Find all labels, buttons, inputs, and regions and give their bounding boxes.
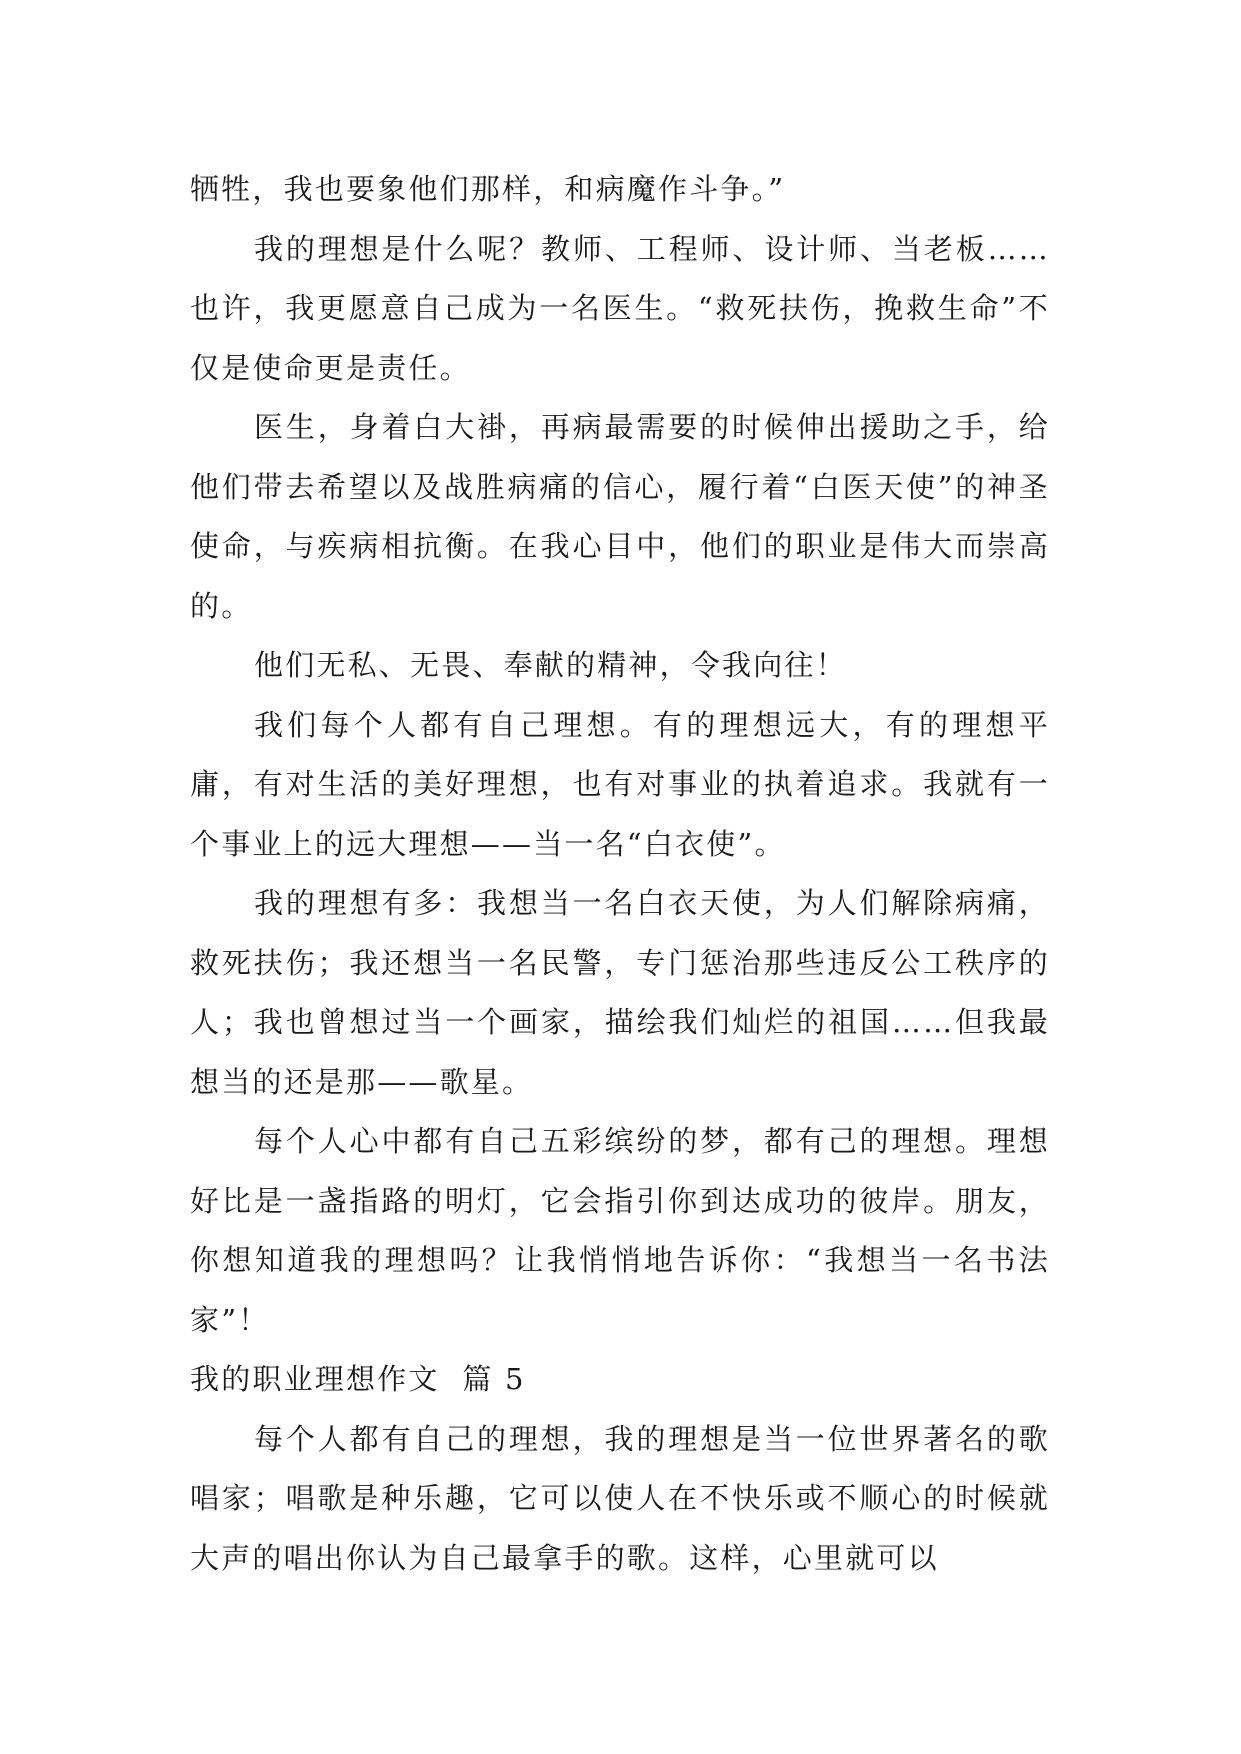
- paragraph: 我的理想是什么呢？教师、工程师、设计师、当老板……也许，我更愿意自己成为一名医生。“救死扶伤，挽救生命”不仅是使命更是责任。: [190, 231, 1050, 385]
- paragraph: 他们无私、无畏、奉献的精神，令我向往！: [254, 648, 847, 682]
- paragraph: 每个人心中都有自己五彩缤纷的梦，都有己的理想。理想好比是一盏指路的明灯，它会指引你到达成功的彼岸。朋友，你想知道我的理想吗？让我悄悄地告诉你：“我想当一名书法家”！: [190, 1124, 1050, 1337]
- document-page: [190, 160, 1050, 1588]
- paragraph: 牺牲，我也要象他们那样，和病魔作斗争。”: [190, 172, 786, 206]
- section-heading: 我的职业理想作文 篇 5: [190, 1362, 526, 1396]
- paragraph: 我的理想有多：我想当一名白衣天使，为人们解除病痛，救死扶伤；我还想当一名民警，专门惩治那些违反公工秩序的人；我也曾想过当一个画家，描绘我们灿烂的祖国……但我最想当的还是那——歌星。: [190, 886, 1050, 1099]
- paragraph: 医生，身着白大褂，再病最需要的时候伸出援助之手，给他们带去希望以及战胜病痛的信心，履行着“白医天使”的神圣使命，与疾病相抗衡。在我心目中，他们的职业是伟大而崇高的。: [190, 410, 1050, 623]
- paragraph: 我们每个人都有自己理想。有的理想远大，有的理想平庸，有对生活的美好理想，也有对事业的执着追求。我就有一个事业上的远大理想——当一名“白衣使”。: [190, 707, 1050, 861]
- paragraph: 每个人都有自己的理想，我的理想是当一位世界著名的歌唱家；唱歌是种乐趣，它可以使人在不快乐或不顺心的时候就大声的唱出你认为自己最拿手的歌。这样，心里就可以: [190, 1421, 1050, 1575]
